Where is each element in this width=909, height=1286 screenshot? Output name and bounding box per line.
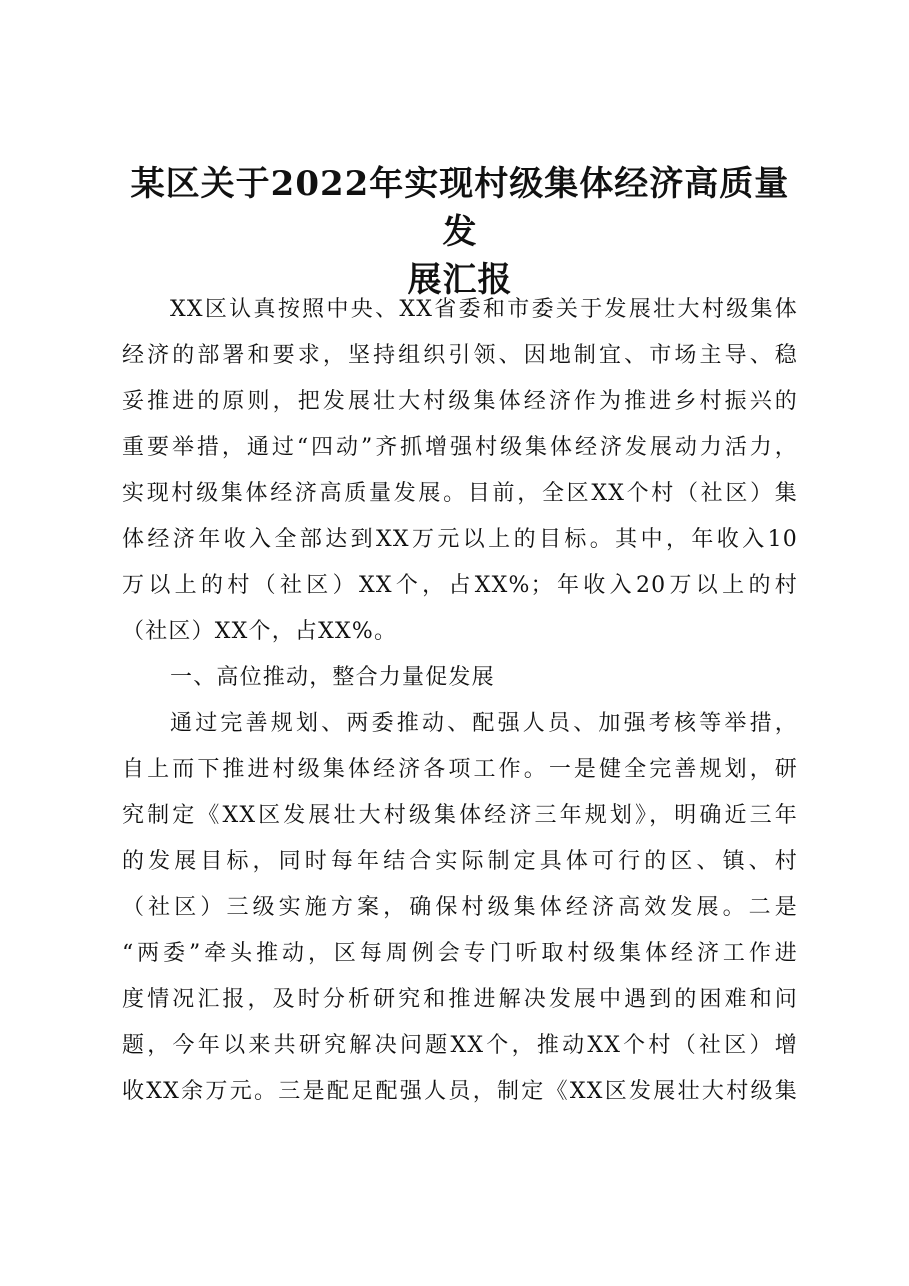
paragraph-line: 妥推进的原则，把发展壮大村级集体经济作为推进乡村振兴的: [122, 389, 798, 414]
section-heading: 一、高位推动，整合力量促发展: [170, 665, 495, 690]
document-title: [120, 160, 800, 304]
paragraph-line: 度情况汇报，及时分析研究和推进解决发展中遇到的困难和问: [122, 987, 798, 1012]
title-line-1: 某区关于2022年实现村级集体经济高质量发: [130, 164, 790, 252]
paragraph-line: 体经济年收入全部达到XX万元以上的目标。其中，年收入10: [122, 527, 798, 552]
paragraph-line: （社区）三级实施方案，确保村级集体经济高效发展。二是: [122, 895, 798, 920]
paragraph-line: 重要举措，通过“四动”齐抓增强村级集体经济发展动力活力，: [122, 435, 798, 460]
paragraph-line: 的发展目标，同时每年结合实际制定具体可行的区、镇、村: [122, 849, 798, 874]
paragraph-line: 收XX余万元。三是配足配强人员，制定《XX区发展壮大村级集: [122, 1079, 798, 1104]
paragraph-line: 自上而下推进村级集体经济各项工作。一是健全完善规划，研: [122, 757, 798, 782]
paragraph-line: 经济的部署和要求，坚持组织引领、因地制宜、市场主导、稳: [122, 343, 798, 368]
paragraph-line: 题，今年以来共研究解决问题XX个，推动XX个村（社区）增: [122, 1033, 798, 1058]
paragraph-line: 万以上的村（社区）XX个，占XX%；年收入20万以上的村: [122, 573, 798, 598]
paragraph-line: 通过完善规划、两委推动、配强人员、加强考核等举措，: [170, 711, 798, 736]
paragraph-line: XX区认真按照中央、XX省委和市委关于发展壮大村级集体: [170, 297, 798, 322]
title-line-2: 展汇报: [407, 260, 513, 300]
paragraph-line: 实现村级集体经济高质量发展。目前，全区XX个村（社区）集: [122, 481, 798, 506]
paragraph-line: （社区）XX个，占XX%。: [122, 619, 398, 644]
document-body: [122, 287, 798, 1115]
paragraph-line: “两委”牵头推动，区每周例会专门听取村级集体经济工作进: [122, 941, 798, 966]
paragraph-line: 究制定《XX区发展壮大村级集体经济三年规划》，明确近三年: [122, 803, 798, 828]
